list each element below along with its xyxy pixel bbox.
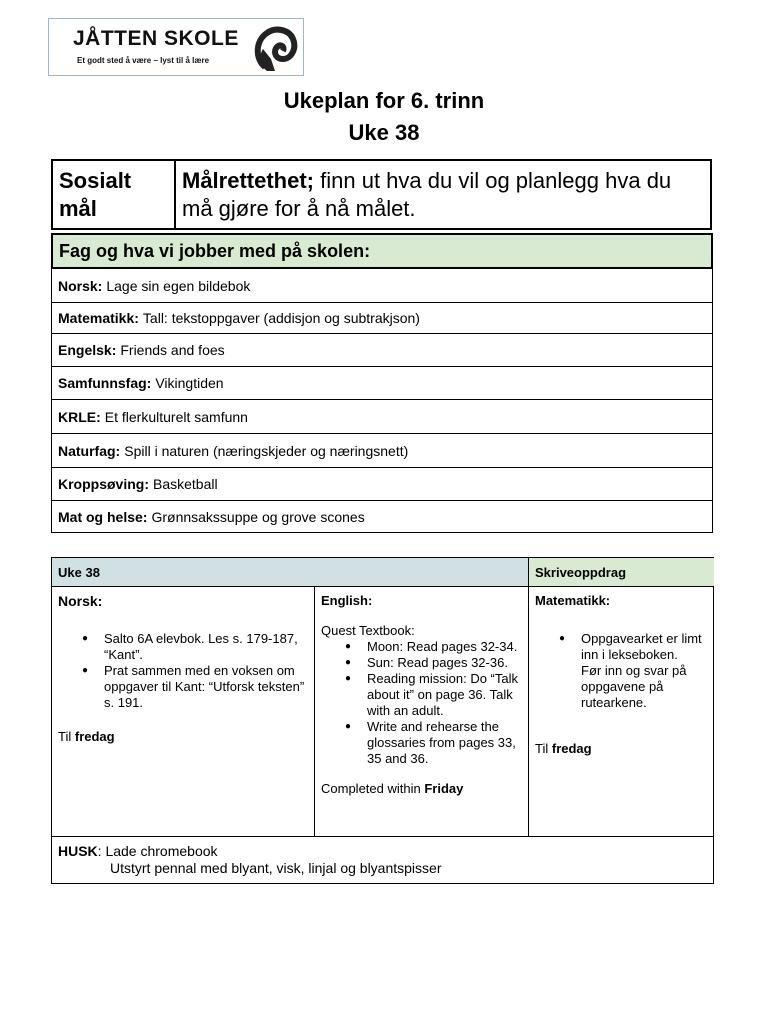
social-goal-keyword: Målrettethet; (182, 168, 315, 193)
list-item: ● Moon: Read pages 32-34. (367, 639, 522, 655)
subject-name: Samfunnsfag: (58, 375, 152, 391)
school-name: JÅTTEN SKOLE (73, 27, 239, 50)
english-homework-list (321, 639, 522, 767)
subject-row (52, 433, 712, 467)
subject-topic: Grønnsakssuppe og grove scones (151, 509, 365, 525)
homework-week-header: Uke 38 (52, 558, 529, 586)
homework-table (51, 557, 714, 884)
subject-row (52, 302, 712, 333)
due-day: Friday (424, 781, 464, 796)
social-goal-box (51, 159, 712, 230)
reminder-line-2: Utstyrt pennal med blyant, visk, linjal og blyantspisser (110, 860, 442, 876)
math-homework-title: Matematikk: (535, 593, 611, 608)
english-homework-cell (315, 586, 529, 836)
list-item-line: Oppgavearket er limt inn i lekseboken. (581, 631, 702, 662)
subject-topic: Et flerkulturelt samfunn (104, 408, 248, 425)
due-prefix: Completed within (321, 781, 425, 796)
subject-topic: Spill i naturen (næringskjeder og næringsnett) (124, 442, 409, 459)
subject-topic: Lage sin egen bildebok (106, 277, 251, 294)
subjects-table (51, 233, 713, 533)
list-item (581, 631, 708, 711)
subject-name: Kroppsøving: (58, 476, 149, 492)
math-due (535, 741, 708, 757)
due-day: fredag (74, 729, 115, 744)
list-item: ● Reading mission: Do “Talk about it” on page 36. Talk with an adult. (367, 671, 522, 719)
school-logo (48, 18, 304, 76)
week-title: Uke 38 (348, 120, 420, 145)
english-textbook-label: Quest Textbook: (321, 623, 415, 638)
subject-topic: Vikingtiden (155, 375, 224, 391)
reminder-text: : Lade chromebook (97, 843, 218, 859)
subject-name: KRLE: (58, 408, 101, 425)
list-item: ● Salto 6A elevbok. Les s. 179-187, “Kant”. (104, 631, 308, 663)
ram-head-icon (245, 19, 303, 75)
english-homework-title: English: (321, 593, 373, 608)
norsk-homework-list (58, 631, 308, 711)
social-goal-description: finn ut hva du vil og planlegg hva du må gjøre for å nå målet. (182, 168, 672, 221)
social-goal-text (176, 161, 710, 228)
reminder-label: HUSK (58, 843, 98, 859)
reminder-line (58, 843, 707, 860)
writing-assignment-header: Skriveoppdrag (529, 558, 714, 586)
english-due (321, 781, 522, 797)
subject-name: Mat og helse: (58, 509, 148, 525)
math-homework-list (535, 631, 708, 711)
reminder-row (52, 836, 713, 884)
subject-row (52, 366, 712, 399)
due-prefix: Til (535, 741, 552, 756)
subject-row (52, 333, 712, 366)
subject-row (52, 268, 712, 302)
math-homework-cell (529, 586, 714, 836)
subject-topic: Tall: tekstoppgaver (addisjon og subtrakjson) (142, 310, 420, 326)
subject-row (52, 500, 712, 533)
subject-row (52, 399, 712, 433)
subjects-table-heading: Fag og hva vi jobber med på skolen: (52, 234, 712, 268)
subject-name: Norsk: (58, 277, 103, 294)
list-item-line: Før inn og svar på oppgavene på rutearkene. (581, 663, 687, 710)
norsk-due (58, 729, 308, 745)
school-tagline: Et godt sted å være – lyst til å lære (77, 56, 210, 65)
subject-name: Naturfag: (58, 442, 121, 459)
norsk-homework-cell (52, 586, 315, 836)
list-item: ● Write and rehearse the glossaries from pages 33, 35 and 36. (367, 719, 522, 767)
due-prefix: Til (58, 729, 75, 744)
subject-topic: Basketball (153, 476, 218, 492)
norsk-homework-title: Norsk: (58, 593, 103, 609)
subject-topic: Friends and foes (120, 342, 225, 358)
social-goal-label: Sosialt mål (53, 161, 176, 228)
subject-name: Engelsk: (58, 342, 117, 358)
page-title: Ukeplan for 6. trinn (283, 88, 485, 113)
subject-name: Matematikk: (58, 310, 139, 326)
list-item: ● Sun: Read pages 32-36. (367, 655, 522, 671)
list-item: ● Prat sammen med en voksen om oppgaver til Kant: “Utforsk teksten” s. 191. (104, 663, 308, 711)
due-day: fredag (551, 741, 592, 756)
subject-row (52, 467, 712, 500)
